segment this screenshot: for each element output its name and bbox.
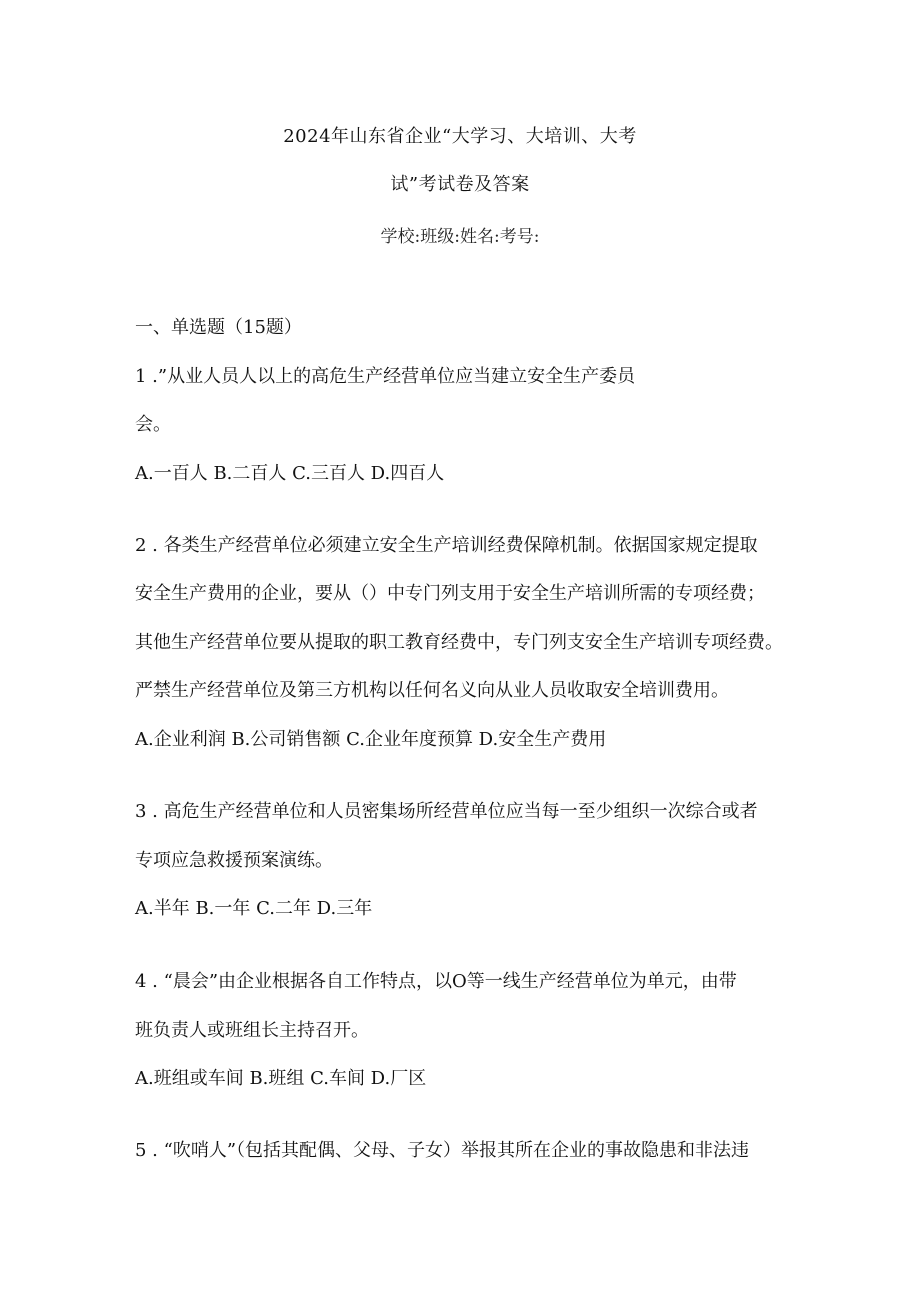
section-heading: 一、单选题（15题） [135, 317, 302, 338]
student-info-line: 学校:班级:姓名:考号: [380, 227, 540, 247]
question-5-line-1: 5 . “吹哨人”（包括其配偶、父母、子女）举报其所在企业的事故隐患和非法违 [135, 1140, 750, 1161]
question-3-options: A.半年 B.一年 C.二年 D.三年 [135, 898, 373, 919]
question-2-line-2: 安全生产费用的企业，要从（）中专门列支用于安全生产培训所需的专项经费； [135, 583, 765, 604]
page-title-line-1: 2024年山东省企业“大学习、大培训、大考 [283, 126, 637, 147]
question-4-line-1: 4 . “晨会”由企业根据各自工作特点，以O等一线生产经营单位为单元，由带 [135, 971, 737, 992]
question-2-line-1: 2 . 各类生产经营单位必须建立安全生产培训经费保障机制。依据国家规定提取 [135, 535, 758, 556]
question-1-line-2: 会。 [135, 414, 171, 435]
question-1-options: A.一百人 B.二百人 C.三百人 D.四百人 [135, 463, 445, 484]
question-4-line-2: 班负责人或班组长主持召开。 [135, 1020, 369, 1041]
question-3-line-2: 专项应急救援预案演练。 [135, 850, 333, 871]
question-4-options: A.班组或车间 B.班组 C.车间 D.厂区 [135, 1068, 427, 1089]
question-2-line-4: 严禁生产经营单位及第三方机构以任何名义向从业人员收取安全培训费用。 [135, 680, 729, 701]
question-2-line-3: 其他生产经营单位要从提取的职工教育经费中，专门列支安全生产培训专项经费。 [135, 632, 783, 653]
question-3-line-1: 3 . 高危生产经营单位和人员密集场所经营单位应当每一至少组织一次综合或者 [135, 801, 758, 822]
question-2-options: A.企业利润 B.公司销售额 C.企业年度预算 D.安全生产费用 [135, 729, 607, 750]
question-1-line-1: 1 .”从业人员人以上的高危生产经营单位应当建立安全生产委员 [135, 366, 636, 387]
page-title-line-2: 试”考试卷及答案 [390, 174, 530, 195]
